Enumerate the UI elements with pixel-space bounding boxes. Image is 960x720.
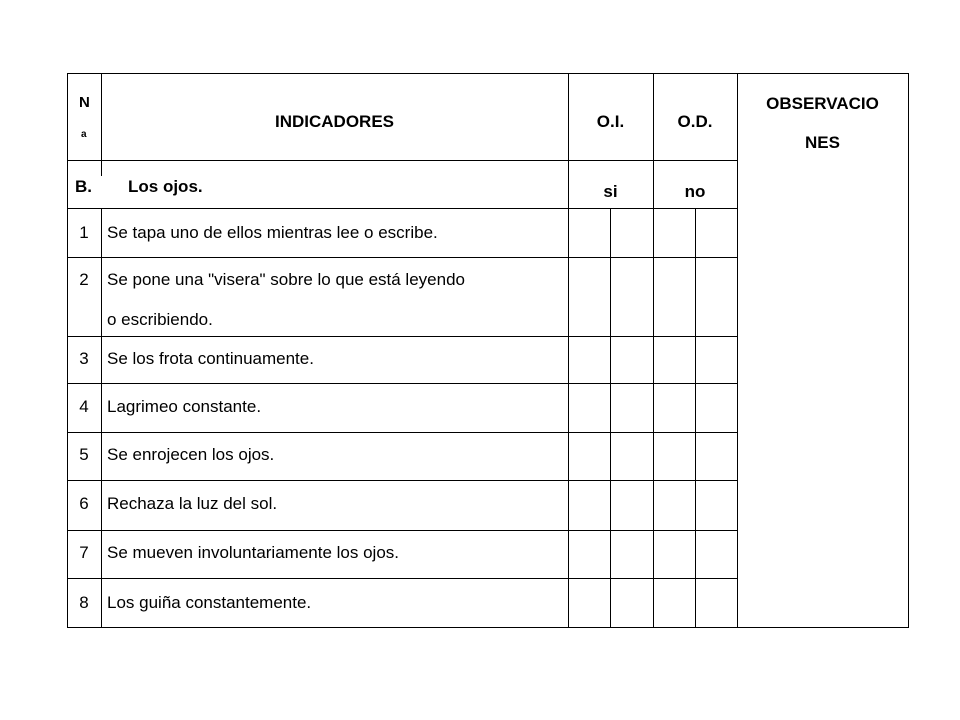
row-divider (67, 432, 737, 433)
row-indicator: Se tapa uno de ellos mientras lee o escribe. (107, 223, 438, 242)
table-border-right (908, 73, 909, 628)
row-indicator: Rechaza la luz del sol. (107, 494, 278, 513)
row-number: 3 (79, 349, 89, 368)
col-divider-od-mid (695, 208, 696, 628)
row-number: 4 (79, 397, 89, 416)
row-indicator: Se enrojecen los ojos. (107, 445, 275, 464)
header-indicadores: INDICADORES (274, 112, 394, 131)
col-divider-od-obs (737, 73, 738, 628)
col-divider-indicadores (568, 73, 569, 628)
row-divider (67, 530, 737, 531)
header-num-n: N (79, 94, 90, 111)
row-divider (67, 257, 737, 258)
row-divider (67, 383, 737, 384)
section-no-label: no (684, 182, 706, 201)
row-number: 8 (79, 593, 89, 612)
section-title: Los ojos. (128, 177, 203, 196)
row-indicator: Se mueven involuntariamente los ojos. (107, 543, 399, 562)
table-border-bottom (67, 627, 909, 628)
row-number: 6 (79, 494, 89, 513)
row-number: 7 (79, 543, 89, 562)
section-si-label: si (603, 182, 618, 201)
row-indicator: Los guiña constantemente. (107, 593, 312, 612)
header-observaciones-line2: NES (805, 133, 840, 152)
row-divider (67, 578, 737, 579)
row-number: 2 (79, 270, 89, 289)
row-divider (67, 480, 737, 481)
header-oi: O.I. (596, 112, 625, 131)
header-num-a: a (81, 129, 87, 140)
row-indicator-continued: o escribiendo. (107, 310, 213, 329)
col-divider-oi-od (653, 73, 654, 628)
section-letter: B. (75, 177, 92, 196)
table-border-top (67, 73, 909, 74)
row-divider (67, 336, 737, 337)
header-observaciones-line1: OBSERVACIO (766, 94, 879, 113)
row-indicator: Lagrimeo constante. (107, 397, 262, 416)
header-divider (67, 160, 737, 161)
col-divider-oi-mid (610, 208, 611, 628)
row-number: 5 (79, 445, 89, 464)
row-indicator: Se pone una "visera" sobre lo que está leyendo (107, 270, 465, 289)
col-divider-num (101, 208, 102, 628)
row-indicator: Se los frota continuamente. (107, 349, 314, 368)
observation-table (67, 73, 909, 628)
header-od: O.D. (677, 112, 713, 131)
row-number: 1 (79, 223, 89, 242)
row-divider (67, 208, 737, 209)
